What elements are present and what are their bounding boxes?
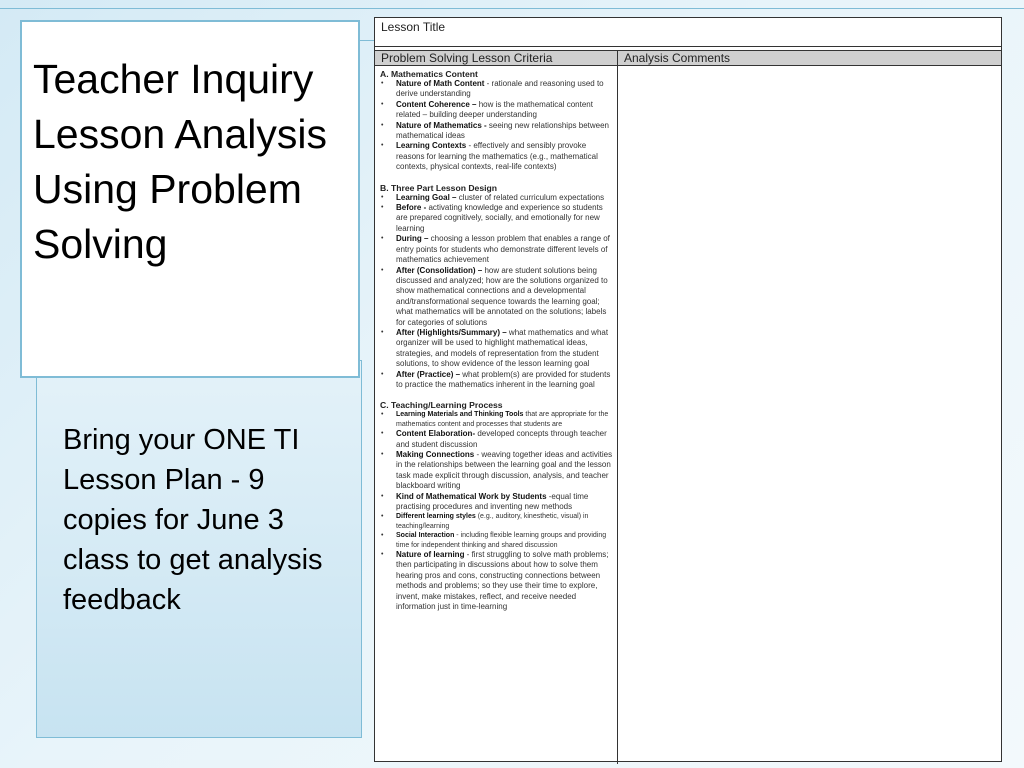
comments-column-header: Analysis Comments	[624, 51, 731, 65]
criteria-column	[375, 66, 618, 764]
slide-title: Teacher Inquiry Lesson Analysis Using Problem Solving	[33, 56, 328, 267]
list-item: • After (Practice) – what problem(s) are provided for students to practice the mathematics inherent in the learning goal	[380, 370, 613, 391]
list-item: • Kind of Mathematical Work by Students -equal time practising procedures and inventing new methods	[380, 492, 613, 513]
lesson-title-field: Lesson Title	[375, 18, 1001, 47]
comments-column	[618, 66, 1001, 764]
list-item: • Learning Goal – cluster of related curriculum expectations	[380, 193, 613, 203]
list-item: • Before - activating knowledge and experience so students are prepared cognitively, socially, and emotionally for new learning	[380, 203, 613, 234]
title-box	[20, 20, 360, 378]
list-item: • Different learning styles (e.g., auditory, kinesthetic, visual) in teaching/learning	[380, 512, 613, 531]
list-item: • After (Consolidation) – how are student solutions being discussed and analyzed; how are the solutions organized to show mathematical connections and a developmental and/transformational sequence towards the learning goal; what mathematics will be annotated on the solutions; labels for categories of solutions	[380, 266, 613, 328]
list-item: • During – choosing a lesson problem that enables a range of entry points for students who demonstrate different levels of mathematics achievement	[380, 234, 613, 265]
list-item: • Learning Materials and Thinking Tools that are appropriate for the mathematics content and processes that students are	[380, 410, 613, 429]
list-item: • After (Highlights/Summary) – what mathematics and what organizer will be used to highlight mathematical ideas, strategies, and models of representation from the student solutions, to show evidence of the lesson learning goal	[380, 328, 613, 370]
list-item: • Nature of Math Content - rationale and reasoning used to derive understanding	[380, 79, 613, 100]
list-item: • Learning Contexts - effectively and sensibly provoke reasons for learning the mathematics (e.g., mathematical contexts, physical contexts, real-life contexts)	[380, 141, 613, 172]
table-header	[375, 51, 1001, 66]
section-heading: B. Three Part Lesson Design	[380, 182, 498, 193]
frame-line-mid	[360, 40, 374, 41]
list-item: • Nature of Mathematics - seeing new relationships between mathematical ideas	[380, 121, 613, 142]
section-list	[380, 193, 613, 391]
section-list	[380, 79, 613, 173]
criteria-column-header: Problem Solving Lesson Criteria	[375, 51, 618, 65]
slide-subtitle: Bring your ONE TI Lesson Plan - 9 copies for June 3 class to get analysis feedback	[63, 424, 323, 616]
list-item: • Making Connections - weaving together ideas and activities in the relationships between the learning goal and the lesson task made explicit through discussion, analysis, and teacher blackboard writing	[380, 450, 613, 492]
lesson-analysis-document	[374, 17, 1002, 762]
list-item: • Content Coherence – how is the mathematical content related – building deeper understanding	[380, 100, 613, 121]
list-item: • Content Elaboration- developed concepts through teacher and student discussion	[380, 429, 613, 450]
table-body	[375, 66, 1001, 764]
frame-line-top	[0, 8, 1024, 9]
section-heading: C. Teaching/Learning Process	[380, 400, 503, 411]
section-heading: A. Mathematics Content	[380, 69, 478, 79]
list-item: • Nature of learning - first struggling to solve math problems; then participating in discussions about how to solve them hearing pros and cons, constructing connections between methods and problems; so they use their time to explore, invent, make mistakes, reflect, and receive needed information just in time-learning	[380, 550, 613, 612]
section-list	[380, 410, 613, 612]
list-item: • Social Interaction - including flexible learning groups and providing time for independent thinking and shared discussion	[380, 531, 613, 550]
